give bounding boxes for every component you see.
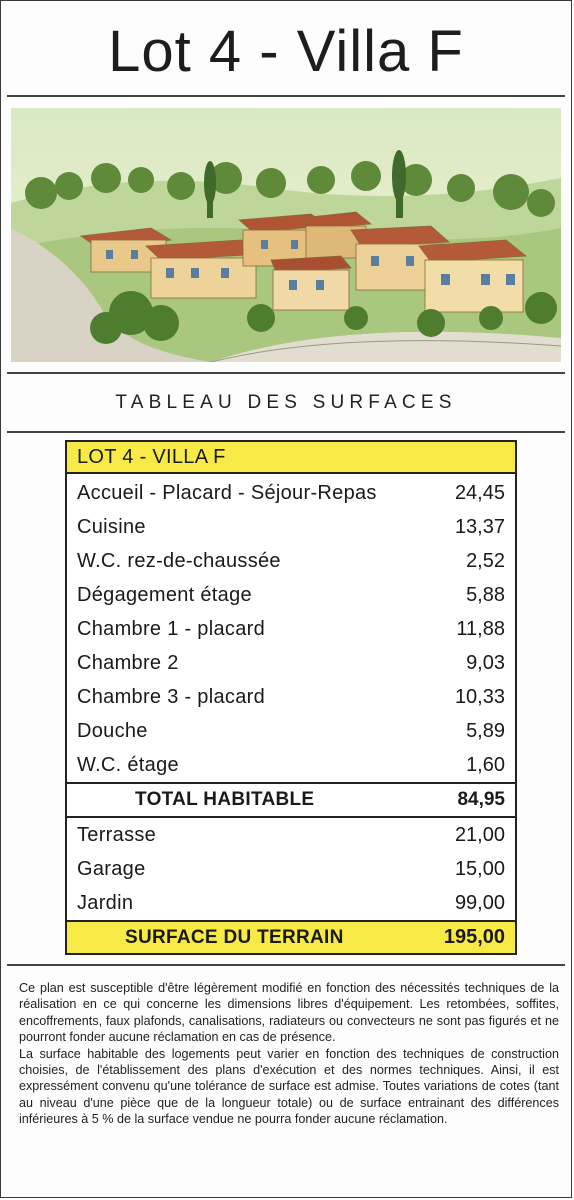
room-label: Chambre 2 [77,651,179,674]
room-value: 11,88 [456,617,505,640]
table-heading-label: LOT 4 - VILLA F [77,445,226,468]
table-row [67,818,515,852]
table-heading [67,442,515,474]
page-title: Lot 4 - Villa F [108,18,464,84]
room-value: 10,33 [454,685,505,708]
room-label: Cuisine [77,515,146,538]
land-label: SURFACE DU TERRAIN [125,926,344,948]
land-surface-row [67,920,515,953]
room-value: 2,52 [466,549,505,572]
section-title-box [7,375,565,433]
table-row [67,544,515,578]
room-label: Dégagement étage [77,583,252,606]
surface-table [65,440,517,955]
villa-illustration [11,108,561,362]
disclaimer-paragraph: La surface habitable des logements peut varier en fonction des techniques de construction choisies, de l'établissement des plans d'exécution et des normes techniques. Ainsi, il est expressément convenu qu'une tolérance de surface est admise. Toutes variations de cotes (tant au niveau d'une pièce que de la longueur totale) ou de surface entrainant des différences inférieures à 5 % de la surface vendue ne pourra fonder aucune réclamation. [19,1046,559,1127]
total-habitable-row [67,782,515,818]
extra-label: Jardin [77,891,134,914]
room-label: Chambre 3 - placard [77,685,266,708]
land-value: 195,00 [443,926,505,948]
disclaimer-notes [7,964,565,1128]
table-row [67,510,515,544]
table-row [67,714,515,748]
room-value: 1,60 [466,753,505,776]
room-label: Douche [77,719,148,742]
total-value: 84,95 [457,789,505,810]
disclaimer-paragraph: Ce plan est susceptible d'être légèrement modifié en fonction des nécessités techniques de la réalisation en ce qui concerne les dimensions libres d'équipement. Les retombées, soffites, encoffrements, faux plafonds, canalisations, radiateurs ou convecteurs ne sont pas figurés et ne pourront fonder aucune réclamation en cas de présence. [19,981,559,1045]
extra-value: 21,00 [454,823,505,846]
table-row [67,612,515,646]
room-label: W.C. étage [77,753,179,776]
table-row [67,474,515,510]
room-value: 5,88 [466,583,505,606]
room-label: W.C. rez-de-chaussée [77,549,281,572]
total-label: TOTAL HABITABLE [135,789,315,810]
table-row [67,748,515,782]
room-label: Accueil - Placard - Séjour-Repas [77,481,377,504]
table-row [67,886,515,920]
extra-label: Terrasse [77,823,157,846]
room-label: Chambre 1 - placard [77,617,266,640]
extra-value: 99,00 [454,891,505,914]
room-value: 5,89 [466,719,505,742]
extra-label: Garage [77,857,146,880]
extra-value: 15,00 [454,857,505,880]
table-row [67,852,515,886]
table-row [67,646,515,680]
room-value: 24,45 [454,481,505,504]
room-value: 13,37 [454,515,505,538]
table-row [67,578,515,612]
section-title: TABLEAU DES SURFACES [115,392,457,413]
title-box [7,7,565,97]
room-value: 9,03 [466,651,505,674]
table-row [67,680,515,714]
illustration-box [7,98,565,374]
